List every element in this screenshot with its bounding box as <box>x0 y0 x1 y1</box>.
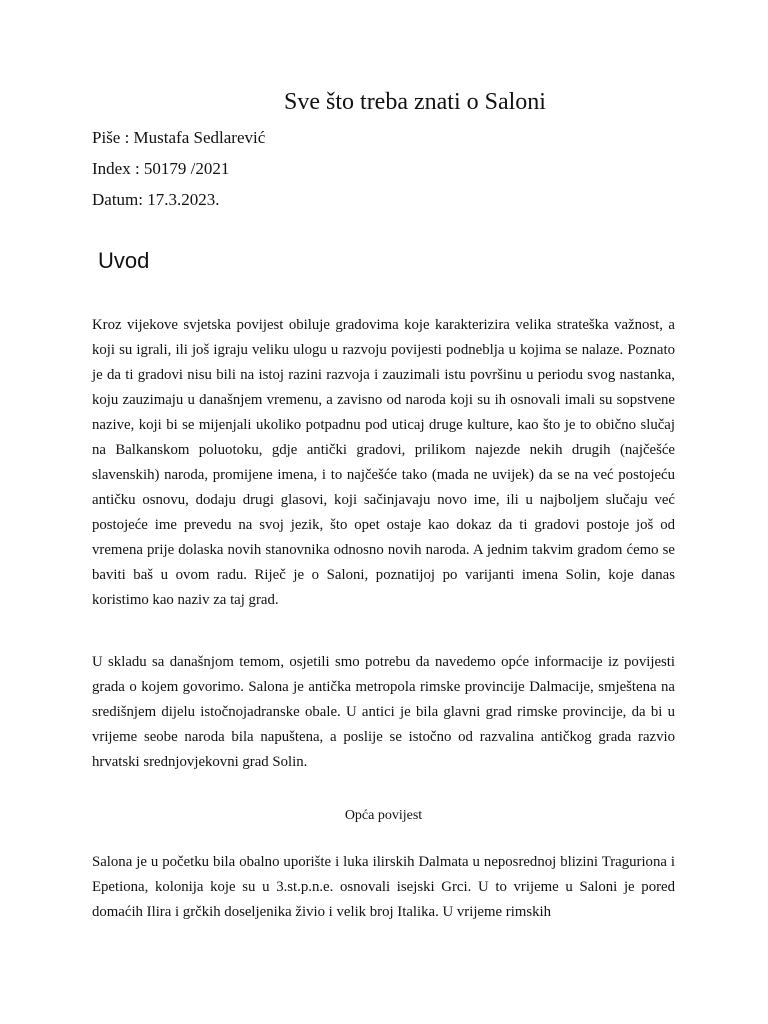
intro-heading: Uvod <box>98 248 150 273</box>
history-paragraph: Salona je u početku bila obalno uporište i luka ilirskih Dalmata u neposrednoj blizini Traguriona i Epetiona, kolonija koje su u 3.st.p.n.e. osnovali isejski Grci. U to vrijeme u Saloni je pored domaćih Ilira i grčkih doseljenika živio i velik broj Italika. U vrijeme rimskih <box>92 854 675 920</box>
intro-paragraph-2: U skladu sa današnjom temom, osjetili smo potrebu da navedemo opće informacije iz povijesti grada o kojem govorimo. Salona je antička metropola rimske provincije Dalmacije, smještena na središnjem dijelu istočnojadranske obale. U antici je bila glavni grad rimske provincije, da bi u vrijeme seobe naroda bila napuštena, a poslije se istočno od razvalina antičkog grada razvio hrvatski srednjovjekovni grad Solin. <box>92 654 675 770</box>
index-line: Index : 50179 /2021 <box>92 159 230 178</box>
document-title: Sve što treba znati o Saloni <box>284 89 546 115</box>
author-line: Piše : Mustafa Sedlarević <box>92 128 266 147</box>
intro-paragraph-1: Kroz vijekove svjetska povijest obiluje gradovima koje karakterizira velika strateška važnost, a koji su igrali, ili još igraju veliku ulogu u razvoju povijesti podneblja u kojima se nalaze. Poznato je da ti gradovi nisu bili na istoj razini razvoja i zauzimali istu površinu u periodu svog nastanka, koju zauzimaju u današnjem vremenu, a zavisno od naroda koji su ih osnovali imali su sopstvene nazive, koji bi se mijenjali ukoliko potpadnu pod uticaj druge kulture, kao što je to obično slučaj na Balkanskom poluotoku, gdje antički gradovi, prilikom najezde nekih drugih (najčešće slavenskih) naroda, promijene imena, i to najčešće tako (mada ne uvijek) da se na već postojeću antičku osnovu, dodaju drugi glasovi, koji sačinjavaju novo ime, ili u najboljem slučaju već postojeće ime prevedu na svoj jezik, što opet ostaje kao dokaz da ti gradovi postoje još od vremena prije dolaska novih stanovnika odnosno novih naroda. A jednim takvim gradom ćemo se baviti baš u ovom radu. Riječ je o Saloni, poznatijoj po varijanti imena Solin, koje danas koristimo kao naziv za taj grad. <box>92 317 675 608</box>
section-heading: Opća povijest <box>344 808 423 823</box>
date-line: Datum: 17.3.2023. <box>92 190 220 209</box>
